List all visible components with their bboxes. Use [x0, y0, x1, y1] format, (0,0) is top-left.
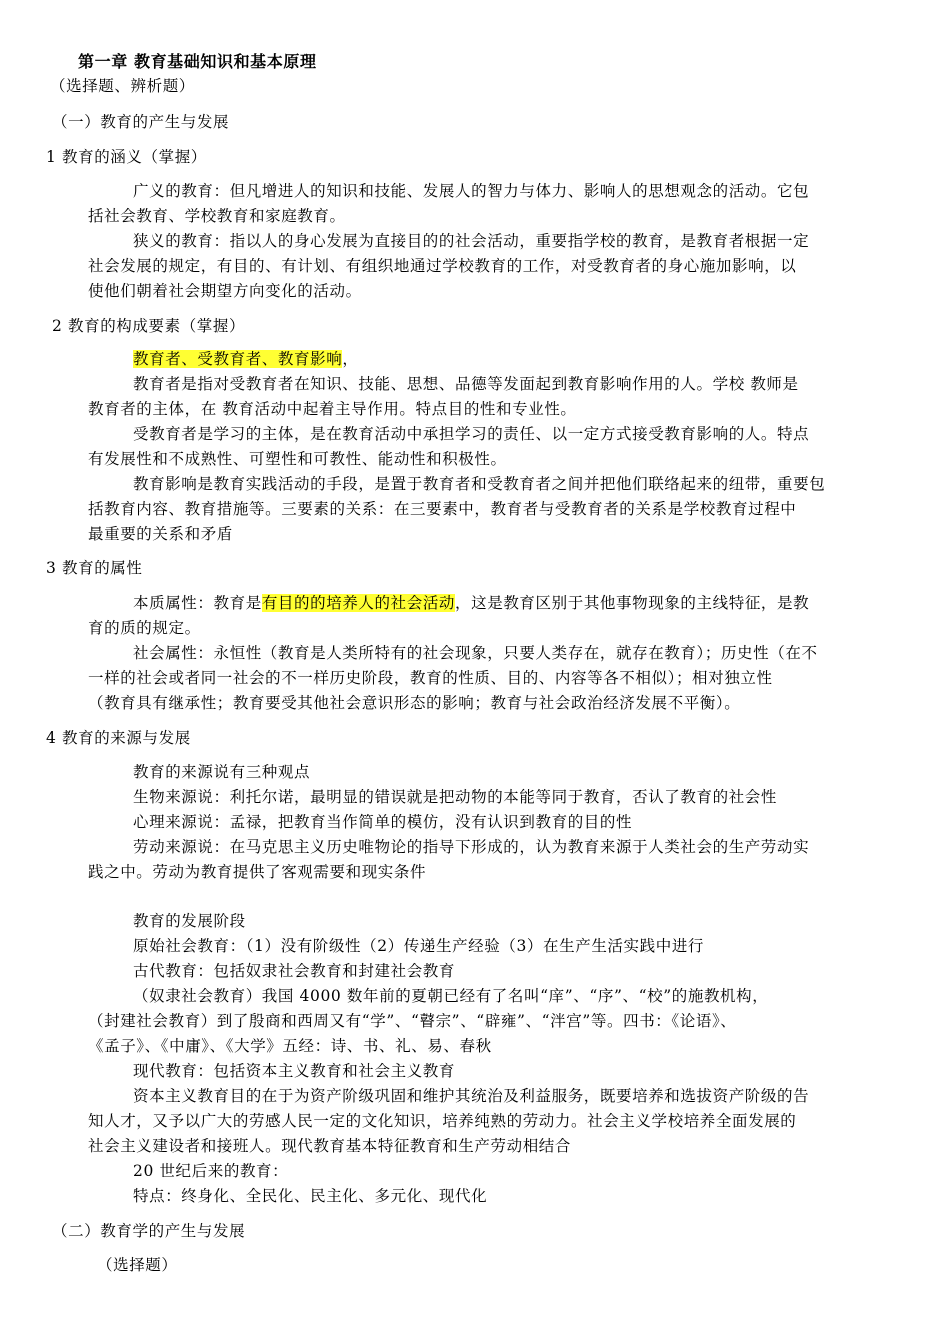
text-fragment: ， — [342, 350, 359, 368]
paragraph-line: 资本主义教育目的在于为资产阶级巩固和维护其统治及利益服务，既要培养和选拔资产阶级的告 — [133, 1087, 810, 1105]
paragraph-line: 社会发展的规定，有目的、有计划、有组织地通过学校教育的工作，对受教育者的身心施加影响，以 — [88, 257, 797, 275]
paragraph-line: 知人才，又予以广大的劳感人民一定的文化知识，培养纯熟的劳动力。社会主义学校培养全面发展的 — [88, 1112, 797, 1130]
paragraph-line: （教育具有继承性；教育要受其他社会意识形态的影响；教育与社会政治经济发展不平衡）。 — [88, 694, 741, 712]
paragraph-line: 原始社会教育：（1）没有阶级性（2）传递生产经验（3）在生产生活实践中进行 — [133, 937, 705, 955]
paragraph-line: （封建社会教育）到了殷商和西周又有“学”、“瞽宗”、“辟雍”、“泮宫”等。四书：《论语》、 — [88, 1012, 737, 1030]
paragraph-line: 社会主义建设者和接班人。现代教育基本特征教育和生产劳动相结合 — [88, 1137, 572, 1155]
paragraph-line: 劳动来源说：在马克思主义历史唯物论的指导下形成的，认为教育来源于人类社会的生产劳动实 — [133, 838, 810, 856]
paragraph-line: 广义的教育：但凡增进人的知识和技能、发展人的智力与体力、影响人的思想观念的活动。它包 — [133, 182, 810, 200]
section-note: （选择题） — [97, 1256, 178, 1274]
section-heading-1: （一）教育的产生与发展 — [52, 113, 230, 131]
paragraph-line: 践之中。劳动为教育提供了客观需要和现实条件 — [88, 863, 427, 881]
paragraph-line: 教育者的主体，在 教育活动中起着主导作用。特点目的性和专业性。 — [88, 400, 577, 418]
paragraph-line: 教育的发展阶段 — [133, 912, 246, 930]
paragraph-line: 社会属性：永恒性（教育是人类所特有的社会现象，只要人类存在，就存在教育）；历史性（在不 — [133, 644, 818, 662]
paragraph-line: 特点：终身化、全民化、民主化、多元化、现代化 — [133, 1187, 488, 1205]
paragraph-line: 教育的来源说有三种观点 — [133, 763, 311, 781]
paragraph-line: 20 世纪后来的教育： — [133, 1162, 289, 1180]
subsection-heading-2: 2 教育的构成要素（掌握） — [52, 317, 246, 335]
paragraph-line: 生物来源说：利托尔诺，最明显的错误就是把动物的本能等同于教育，否认了教育的社会性 — [133, 788, 778, 806]
highlighted-text: 教育者、受教育者、教育影响 — [133, 350, 343, 368]
paragraph-line: 古代教育：包括奴隶社会教育和封建社会教育 — [133, 962, 456, 980]
paragraph-line: 括教育内容、教育措施等。三要素的关系：在三要素中，教育者与受教育者的关系是学校教育过程中 — [88, 500, 797, 518]
paragraph-line: （奴隶社会教育）我国 4000 数年前的夏朝已经有了名叫“庠”、“序”、“校”的施教机构， — [133, 987, 769, 1005]
subsection-heading-1: 1 教育的涵义（掌握） — [46, 148, 207, 166]
paragraph-line — [133, 592, 809, 614]
paragraph-line: 教育者是指对受教育者在知识、技能、思想、品德等发面起到教育影响作用的人。学校 教师是 — [133, 375, 799, 393]
paragraph-line: 括社会教育、学校教育和家庭教育。 — [88, 207, 346, 225]
paragraph-line: 《孟子》、《中庸》、《大学》五经：诗、书、礼、易、春秋 — [88, 1037, 492, 1055]
text-fragment: ，这是教育区别于其他事物现象的主线特征，是教 — [455, 594, 810, 612]
paragraph-line: 狭义的教育：指以人的身心发展为直接目的的社会活动，重要指学校的教育，是教育者根据一定 — [133, 232, 810, 250]
section-heading-2: （二）教育学的产生与发展 — [52, 1222, 246, 1240]
paragraph-line: 现代教育：包括资本主义教育和社会主义教育 — [133, 1062, 456, 1080]
paragraph-line: 使他们朝着社会期望方向变化的活动。 — [88, 282, 362, 300]
highlighted-text: 有目的的培养人的社会活动 — [261, 594, 456, 612]
paragraph-line: 一样的社会或者同一社会的不一样历史阶段，教育的性质、目的、内容等各不相似）；相对独立性 — [88, 669, 773, 687]
chapter-note: （选择题、辨析题） — [50, 77, 195, 95]
paragraph-line — [133, 348, 358, 370]
paragraph-line: 有发展性和不成熟性、可塑性和可教性、能动性和积极性。 — [88, 450, 507, 468]
paragraph-line: 受教育者是学习的主体，是在教育活动中承担学习的责任、以一定方式接受教育影响的人。特点 — [133, 425, 810, 443]
paragraph-line: 育的质的规定。 — [88, 619, 201, 637]
text-fragment: 本质属性：教育是 — [133, 594, 262, 612]
subsection-heading-4: 4 教育的来源与发展 — [46, 729, 191, 747]
paragraph-line: 最重要的关系和矛盾 — [88, 525, 233, 543]
subsection-heading-3: 3 教育的属性 — [46, 559, 143, 577]
paragraph-line: 教育影响是教育实践活动的手段，是置于教育者和受教育者之间并把他们联络起来的纽带，重要包 — [133, 475, 826, 493]
paragraph-line: 心理来源说：孟禄，把教育当作简单的模仿，没有认识到教育的目的性 — [133, 813, 633, 831]
chapter-title: 第一章 教育基础知识和基本原理 — [78, 52, 317, 71]
